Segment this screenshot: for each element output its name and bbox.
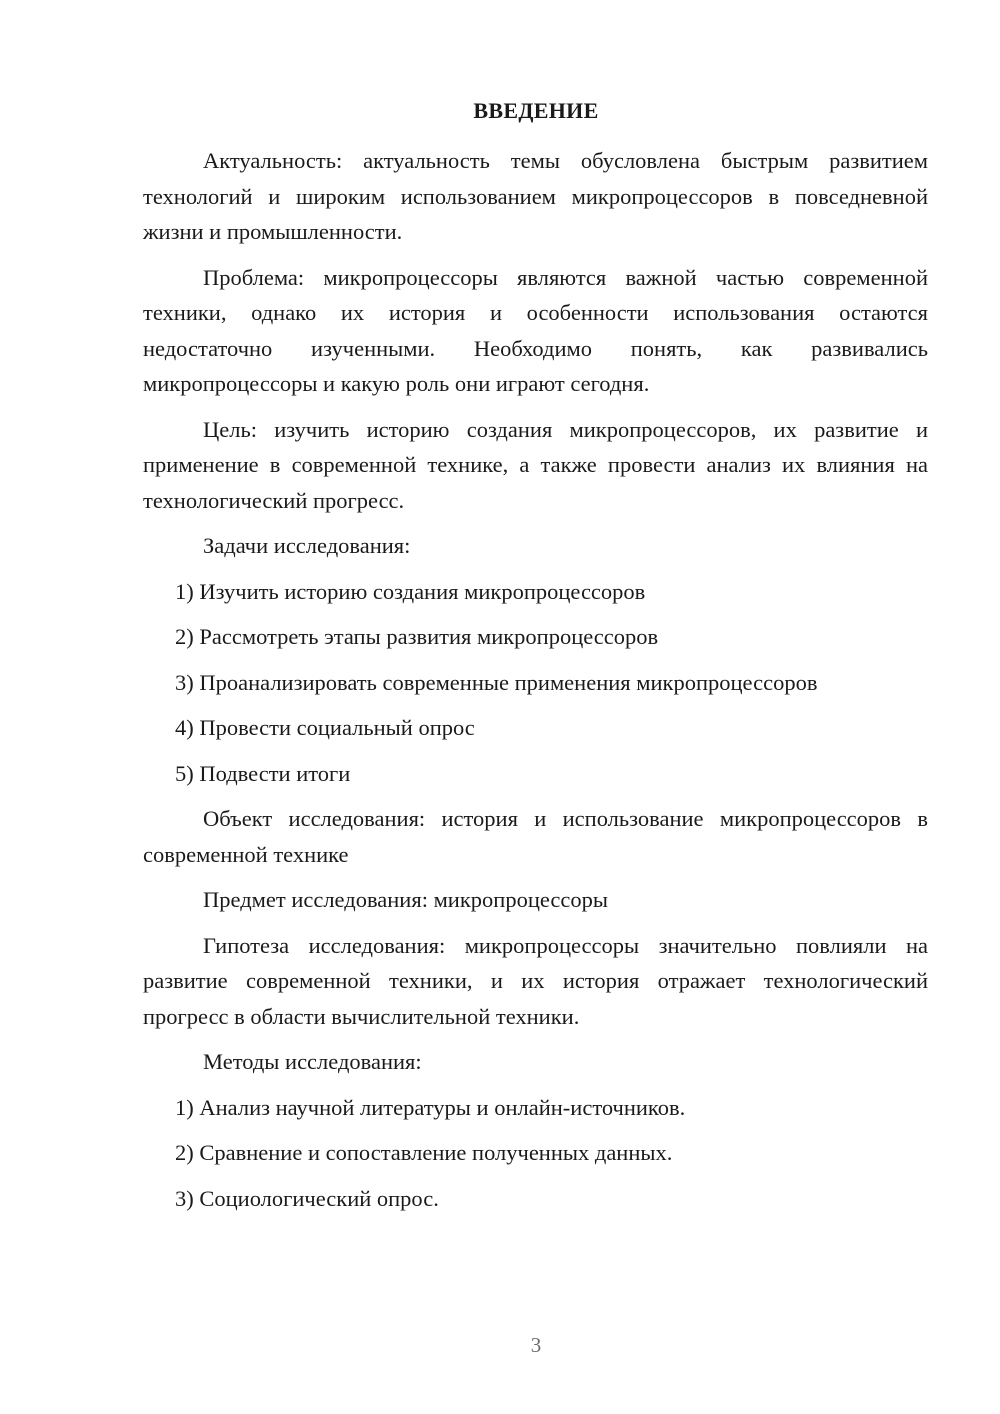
task-item: 3) Проанализировать современные применения микропроцессоров bbox=[175, 669, 818, 695]
goal-paragraph: Цель: изучить историю создания микропроцессоров, их развитие и применение в современной технике, а также провести анализ их влияния на технологический прогресс. bbox=[143, 416, 928, 513]
task-item: 2) Рассмотреть этапы развития микропроцессоров bbox=[175, 624, 659, 649]
task-item: 1) Изучить историю создания микропроцессоров bbox=[175, 578, 646, 604]
page-body bbox=[143, 143, 928, 1226]
methods-list bbox=[143, 1090, 928, 1217]
method-item: 3) Социологический опрос. bbox=[175, 1185, 439, 1211]
page-heading: ВВЕДЕНИЕ bbox=[473, 98, 599, 123]
object-paragraph: Объект исследования: история и использование микропроцессоров в современной технике bbox=[143, 806, 928, 867]
tasks-label: Задачи исследования: bbox=[203, 533, 411, 558]
page-number: 3 bbox=[530, 1333, 542, 1357]
method-item: 1) Анализ научной литературы и онлайн-источников. bbox=[175, 1094, 686, 1120]
hypothesis-paragraph: Гипотеза исследования: микропроцессоры значительно повлияли на развитие современной техники, и их история отражает технологический прогресс в области вычислительной техники. bbox=[143, 932, 928, 1029]
task-item: 5) Подвести итоги bbox=[175, 760, 351, 786]
subject-paragraph: Предмет исследования: микропроцессоры bbox=[203, 887, 608, 912]
method-item: 2) Сравнение и сопоставление полученных данных. bbox=[175, 1140, 673, 1165]
relevance-paragraph: Актуальность: актуальность темы обусловлена быстрым развитием технологий и широким использованием микропроцессоров в повседневной жизни и промышленности. bbox=[143, 148, 928, 244]
tasks-list bbox=[143, 574, 928, 792]
task-item: 4) Провести социальный опрос bbox=[175, 715, 475, 740]
methods-label: Методы исследования: bbox=[203, 1049, 422, 1074]
problem-paragraph: Проблема: микропроцессоры являются важной частью современной техники, однако их история и особенности использования остаются недостаточно изученными. Необходимо понять, как развивались микропроцессоры и какую роль они играют сегодня. bbox=[143, 264, 928, 396]
